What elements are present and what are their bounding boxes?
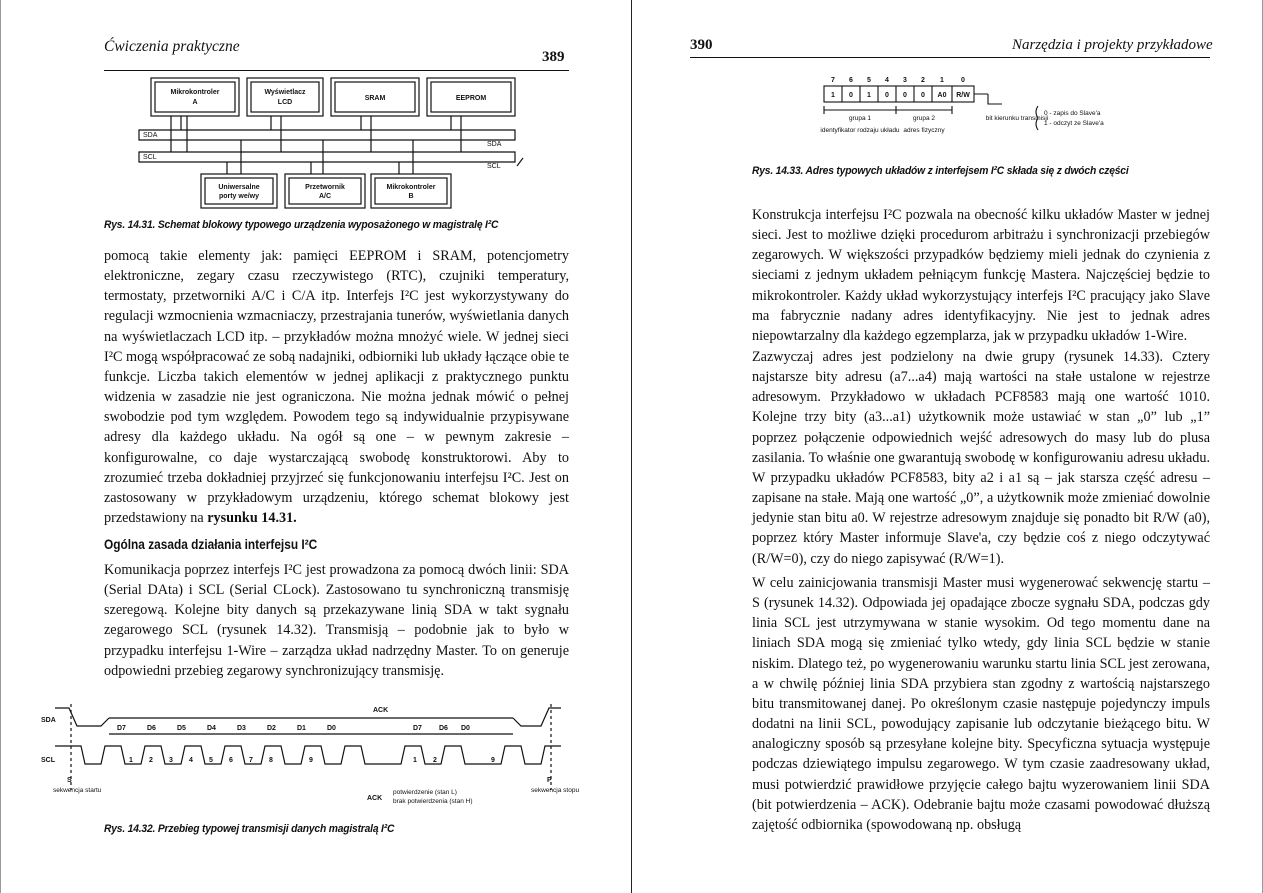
svg-text:D6: D6: [439, 725, 448, 732]
svg-text:6: 6: [849, 77, 853, 84]
svg-text:3: 3: [903, 77, 907, 84]
svg-text:D6: D6: [147, 725, 156, 732]
section-title: Ogólna zasada działania interfejsu I²C: [104, 537, 318, 552]
fig32-caption: Rys. 14.32. Przebieg typowej transmisji danych magistralą I²C: [104, 823, 395, 835]
label-mcu-b-1: Mikrokontroler: [386, 184, 436, 191]
ack-legend-2: brak potwierdzenia (stan H): [393, 798, 473, 805]
svg-text:8: 8: [269, 757, 273, 764]
fig31-caption: Rys. 14.31. Schemat blokowy typowego urządzenia wyposażonego w magistralę I²C: [104, 219, 499, 231]
svg-text:A0: A0: [937, 92, 947, 99]
block-ac: [285, 174, 365, 208]
svg-text:D3: D3: [237, 725, 246, 732]
svg-text:4: 4: [189, 757, 193, 764]
svg-text:1: 1: [867, 92, 871, 99]
block-mikrokontroler-a: [151, 78, 239, 116]
start-desc: sekwencja startu: [53, 787, 102, 794]
svg-text:9: 9: [491, 757, 495, 764]
label-ac-2: A/C: [318, 193, 332, 200]
block-porty: [201, 174, 277, 208]
right-paragraph-2: Zazwyczaj adres jest podzielony na dwie grupy (rysunek 14.33). Cztery najstarsze bity adresu (a7...a4) mają wartości na stałe ustalone w rejestrze adresowym. Przykładowo w układach PCF8583 mają one wartość 1010. Kolejne trzy bity (a3...a1) użytkownik może ustawiać w stan „0” lub „1” poprzez połączenie odpowiednich wejść adresowych do masy lub do plusa zasilania. To właśnie one gwarantują swobodę w konfigurowaniu adresu układu. W przypadku układów PCF8583, bity a2 i a1 są – jak starsza część adresu – zapisane na stałe. Mają one wartość „0”, a użytkownik może zmieniać dowolnie jedynie stan bitu a0. W rejestrze adresowym znajduje się ponadto bit R/W (a0), poprzez który Master informuje Slave'a, czy będzie coś z niego odczytywać (R/W=0), czy do niego zapisywać (R/W=1).: [752, 349, 1210, 567]
label-scl-left: SCL: [143, 154, 157, 161]
left-paragraph-2: Komunikacja poprzez interfejs I²C jest prowadzona za pomocą dwóch linii: SDA (Serial DAta) i SCL (Serial CLock). Zastosowano tu synchroniczną transmisję szeregową. Kolejne bity danych są przekazywane linią SDA w takt sygnału zegarowego SCL (rysunek 14.32). Transmisją – podobnie jak to było w przypadku interfejsu 1-Wire – zarządza układ nadrzędny Master. To on generuje odpowiedni przebieg zegarowy synchronizujący transmisję.: [104, 562, 569, 679]
sda-label: SDA: [41, 717, 56, 724]
left-header-title: Ćwiczenia praktyczne: [104, 38, 240, 55]
label-sda-right: SDA: [487, 141, 502, 148]
right-header-title: Narzędzia i projekty przykładowe: [1012, 37, 1213, 53]
svg-text:0: 0: [885, 92, 889, 99]
svg-text:6: 6: [229, 757, 233, 764]
label-lcd-1: Wyświetlacz: [264, 89, 306, 96]
svg-text:9: 9: [309, 757, 313, 764]
ack-legend-1: potwierdzenie (stan L): [393, 789, 457, 796]
svg-text:7: 7: [249, 757, 253, 764]
label-lcd-2: LCD: [277, 99, 293, 106]
svg-text:D4: D4: [207, 725, 216, 732]
dir-label: bit kierunku transmisji: [985, 115, 1049, 122]
figure-14-32-timing-diagram: [41, 700, 580, 820]
label-porty-2: porty we/wy: [218, 193, 260, 200]
right-page: [631, 0, 1263, 893]
svg-text:D0: D0: [461, 725, 470, 732]
svg-text:1: 1: [940, 77, 944, 84]
block-lcd: [247, 78, 323, 116]
left-paragraph-1: pomocą takie elementy jak: pamięci EEPROM i SRAM, potencjometry elektroniczne, zegary czasu rzeczywistego (RTC), czujniki temperatury, termostaty, przetworniki A/C i C/A itp. Interfejs I²C jest wykorzystywany do regulacji wzmocnienia wzmacniaczy, przestrajania tunerów, wyświetlania danych na wyświetlaczach LCD itp. – przykładów można mnożyć wiele. W jednej sieci I²C mogą współpracować ze sobą nadajniki, odbiorniki lub układy łączące obie te funkcje. Liczba takich elementów w jednej aplikacji z praktycznego punktu widzenia w zasadzie nie jest ograniczona. Nie można jednak mówić o pełnej swobodzie pod tym względem. Powodem tego są indywidualnie przypisywane adresy dla każdego układu. Na ogół są one – w pewnym zakresie – konfigurowalne, co daje wystarczającą swobodę konstruktorowi. Aby to zrozumieć trzeba dokładniej przyjrzeć się funkcjonowaniu interfejsu I²C. Jest on zastosowany w przykładowym urządzeniu, którego schemat blokowy jest przedstawiony na rysunku 14.31.: [104, 248, 569, 527]
ack-legend-title: ACK: [367, 795, 383, 802]
svg-text:0: 0: [921, 92, 925, 99]
left-page-number: 389: [542, 49, 565, 65]
dir-0: 0 - zapis do Slave'a: [1044, 110, 1101, 117]
figure-14-31-block-diagram: [131, 74, 541, 214]
group1-label: grupa 1: [848, 115, 872, 122]
svg-text:0: 0: [849, 92, 853, 99]
svg-text:0: 0: [961, 77, 965, 84]
svg-text:D0: D0: [327, 725, 336, 732]
svg-text:R/W: R/W: [956, 92, 970, 99]
svg-text:4: 4: [885, 77, 889, 84]
right-paragraph-1: Konstrukcja interfejsu I²C pozwala na obecność kilku układów Master w jednej sieci. Jest to możliwe dzięki procedurom arbitrażu i synchronizacji przebiegów zegarowych. W większości przypadków będziemy mieli jednak do czynienia z sieciami z jednym układem pełniącym funkcję Mastera. Najczęściej będzie to mikrokontroler. Każdy układ wykorzystujący interfejs I²C pracujący jako Slave ma fabrycznie nadany adres identyfikacyjny. Nie jest to jednak adres niepowtarzalny dla każdego egzemplarza, jak w przypadku układów 1-Wire.: [752, 207, 1210, 344]
group1-desc: identyfikator rodzaju układu: [820, 127, 900, 134]
svg-text:D5: D5: [177, 725, 186, 732]
label-eeprom: EEPROM: [455, 95, 487, 102]
left-header-rule: [104, 70, 569, 71]
label-mcu-a-2: A: [192, 99, 198, 106]
svg-text:D2: D2: [267, 725, 276, 732]
label-mcu-a-1: Mikrokontroler: [170, 89, 220, 96]
stop-desc: sekwencja stopu: [531, 787, 580, 794]
svg-text:D1: D1: [297, 725, 306, 732]
start-label: S: [67, 777, 72, 784]
svg-text:1: 1: [413, 757, 417, 764]
svg-text:5: 5: [209, 757, 213, 764]
label-sda-left: SDA: [143, 132, 158, 139]
label-porty-1: Uniwersalne: [218, 184, 260, 191]
right-paragraph-3: W celu zainicjowania transmisji Master musi wygenerować sekwencję startu – S (rysunek 14.32). Odpowiada jej opadające zbocze sygnału SDA, podczas gdy linia SCL jest utrzymywana w stanie wysokim. Od tego momentu dane na liniach SDA mogą się zmieniać tylko wtedy, gdy linia SCL będzie w stanie niskim. Dlatego też, po wygenerowaniu warunku startu linia SCL jest zerowana, a w chwilę później linia SDA przybiera stan zgodny z wartością najstarszego bitu transmitowanej danej. Po określonym czasie następuje pojedynczy impuls dodatni na linii SCL, powodujący zapisanie lub odczytanie bieżącego bitu. W analogiczny sposób są przesyłane kolejne bity. Specyficzna sytuacja występuje podczas dziewiątego impulsu zegarowego. W tym czasie zaadresowany układ, musi potwierdzić prawidłowe przyjęcie całego bajtu wyzerowaniem linii SDA (bit potwierdzenia – ACK). Odebranie bajtu może czasami powodować dłuższą zajętość odbiornika (spowodowaną np. obsługą: [752, 575, 1210, 833]
label-sram: SRAM: [364, 95, 386, 102]
svg-text:7: 7: [831, 77, 835, 84]
fig33-caption: Rys. 14.33. Adres typowych układów z interfejsem I²C składa się z dwóch części: [752, 165, 1129, 177]
svg-text:2: 2: [149, 757, 153, 764]
scl-label: SCL: [41, 757, 55, 764]
svg-text:0: 0: [903, 92, 907, 99]
group2-desc: adres fizyczny: [903, 127, 945, 134]
svg-text:D7: D7: [413, 725, 422, 732]
left-page: [0, 0, 631, 893]
svg-text:2: 2: [921, 77, 925, 84]
label-mcu-b-2: B: [408, 193, 414, 200]
figure-14-33-address-diagram: [812, 70, 1162, 160]
svg-text:3: 3: [169, 757, 173, 764]
svg-text:5: 5: [867, 77, 871, 84]
stop-label: P: [547, 777, 552, 784]
right-header-rule: [690, 57, 1210, 58]
right-page-number: 390: [690, 37, 713, 53]
svg-text:2: 2: [433, 757, 437, 764]
label-scl-right: SCL: [487, 163, 501, 170]
svg-text:1: 1: [831, 92, 835, 99]
svg-text:D7: D7: [117, 725, 126, 732]
group2-label: grupa 2: [912, 115, 936, 122]
label-ac-1: Przetwornik: [305, 184, 345, 191]
ack-label: ACK: [373, 707, 389, 714]
dir-1: 1 - odczyt ze Slave'a: [1044, 120, 1104, 127]
svg-text:1: 1: [129, 757, 133, 764]
block-mikrokontroler-b: [371, 174, 451, 208]
